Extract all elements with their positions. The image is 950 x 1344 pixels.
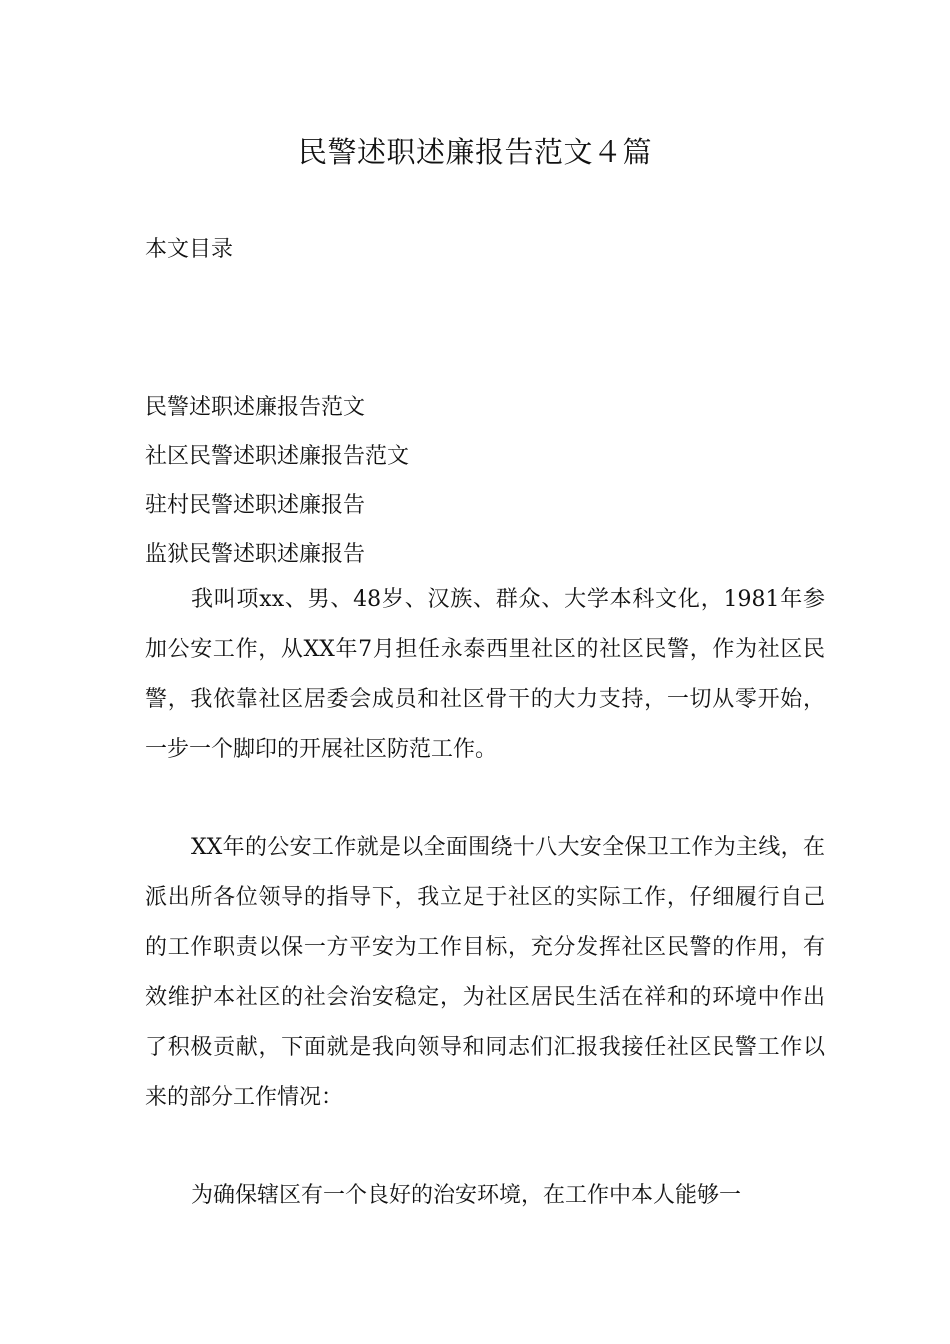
body-paragraph: XX年的公安工作就是以全面围绕十八大安全保卫工作为主线，在派出所各位领导的指导下，我立足于社区的实际工作，仔细履行自己的工作职责以保一方平安为工作目标，充分发挥社区民警的作用，有效维护本社区的社会治安稳定，为社区居民生活在祥和的环境中作出了积极贡献，下面就是我向领导和同志们汇报我接任社区民警工作以来的部分工作情况： xyxy=(145,835,825,1110)
toc-list xyxy=(145,383,409,579)
toc-item[interactable]: 监狱民警述职述廉报告 xyxy=(145,542,366,567)
toc-heading: 本文目录 xyxy=(145,237,234,262)
body-paragraph: 为确保辖区有一个良好的治安环境，在工作中本人能够一 xyxy=(191,1183,742,1208)
toc-item[interactable]: 社区民警述职述廉报告范文 xyxy=(145,444,410,469)
body-paragraph: 我叫项xx、男、48岁、汉族、群众、大学本科文化，1981年参加公安工作，从XX年7月担任永泰西里社区的社区民警，作为社区民警，我依靠社区居委会成员和社区骨干的大力支持，一切从零开始，一步一个脚印的开展社区防范工作。 xyxy=(145,587,825,762)
toc-item[interactable]: 驻村民警述职述廉报告 xyxy=(145,493,366,518)
toc-item[interactable]: 民警述职述廉报告范文 xyxy=(145,395,366,420)
document-title: 民警述职述廉报告范文４篇 xyxy=(297,135,652,169)
